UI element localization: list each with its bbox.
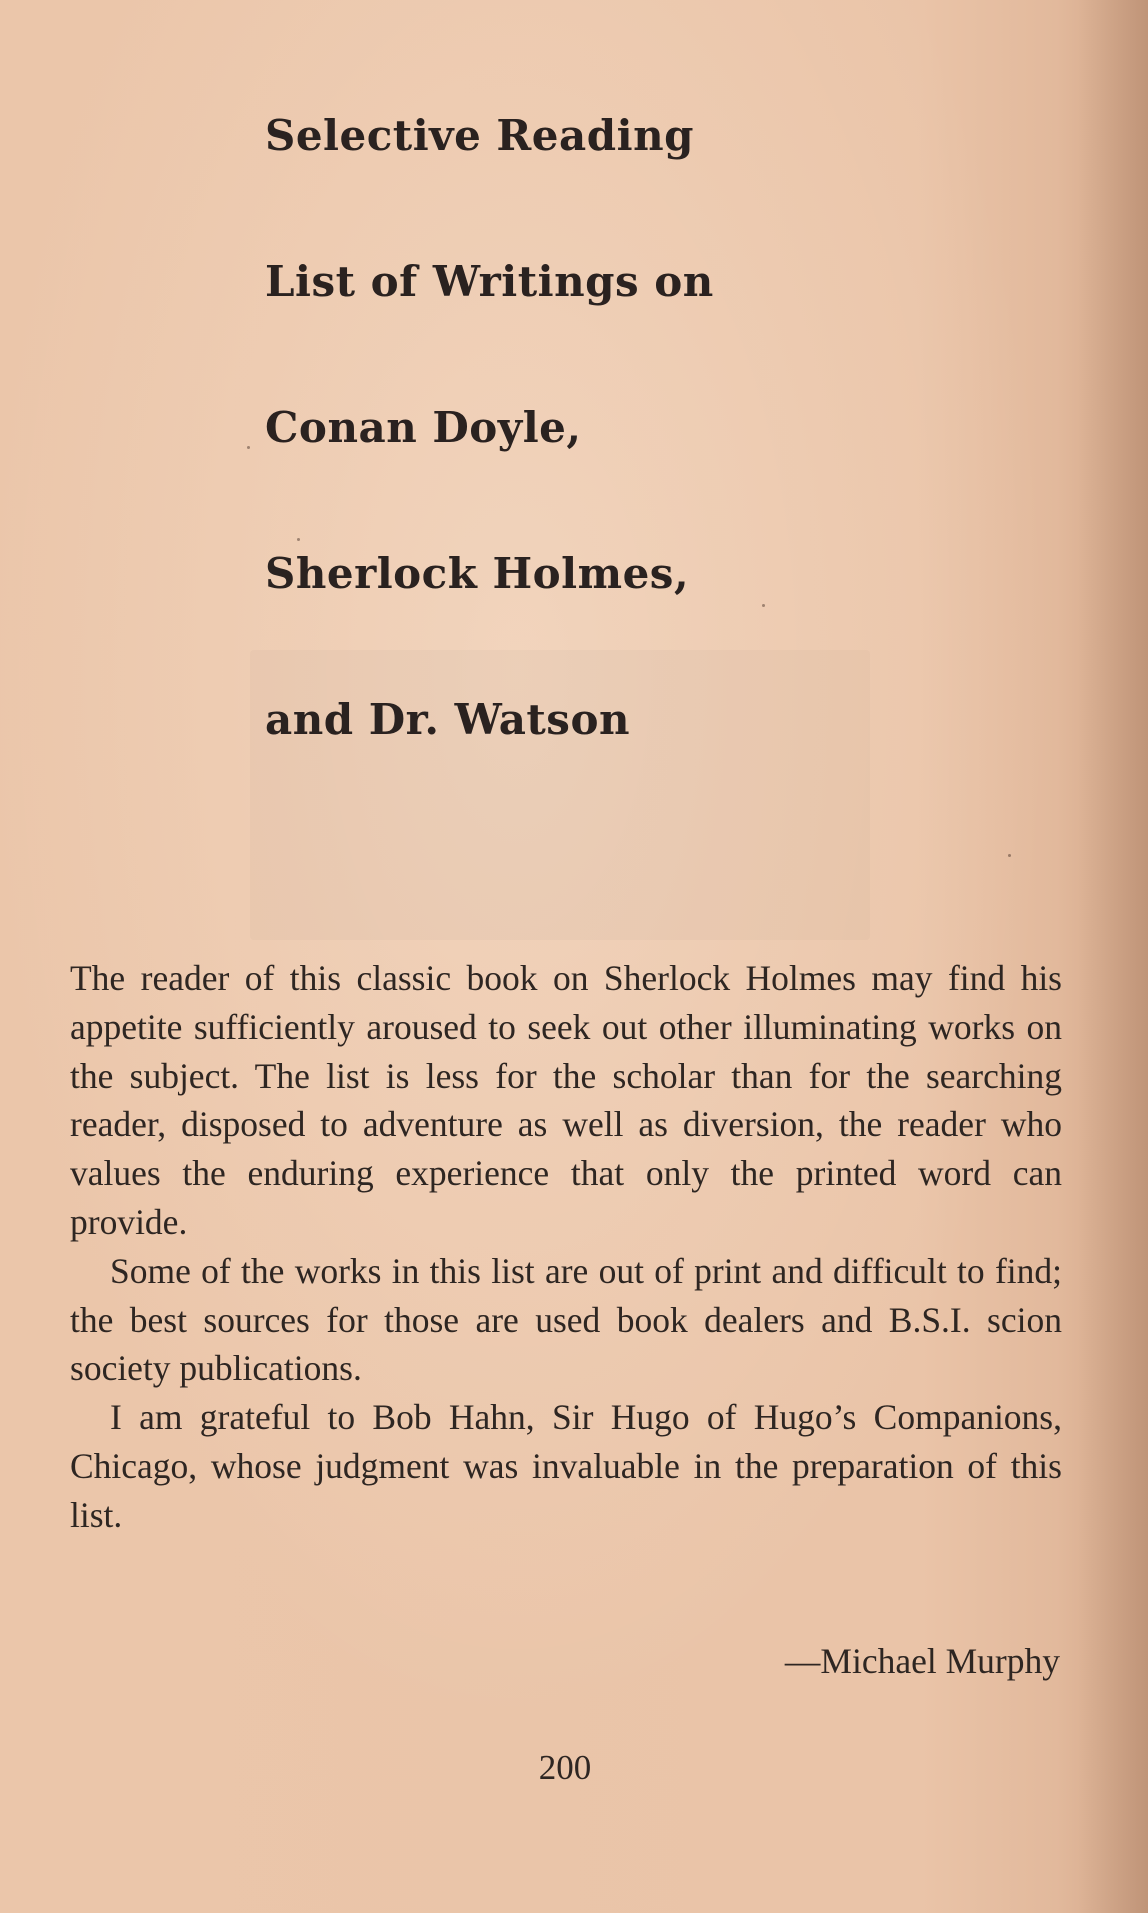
page-title (265, 111, 865, 845)
ink-speck (247, 446, 250, 449)
title-line: Conan Doyle, (265, 403, 582, 452)
title-line: and Dr. Watson (265, 695, 631, 744)
ink-speck (1008, 854, 1011, 857)
page-edge-shadow (1078, 0, 1148, 1913)
page-number: 200 (538, 1748, 592, 1787)
title-line: Sherlock Holmes, (265, 549, 690, 598)
introduction-text (70, 954, 1062, 1540)
title-line: List of Writings on (265, 257, 714, 306)
author-signature: —Michael Murphy (784, 1641, 1060, 1681)
paragraph: I am grateful to Bob Hahn, Sir Hugo of Hugo’s Companions, Chicago, whose judgment was invaluable in the preparation of this list. (70, 1397, 1062, 1535)
paragraph: The reader of this classic book on Sherlock Holmes may find his appetite sufficiently aroused to seek out other illuminating works on the subject. The list is less for the scholar than for the searching reader, disposed to adventure as well as diversion, the reader who values the enduring experience that only the printed word can provide. (70, 958, 1062, 1242)
title-line: Selective Reading (265, 111, 694, 160)
paragraph: Some of the works in this list are out of print and difficult to find; the best sources for those are used book dealers and B.S.I. scion society publications. (70, 1250, 1062, 1389)
